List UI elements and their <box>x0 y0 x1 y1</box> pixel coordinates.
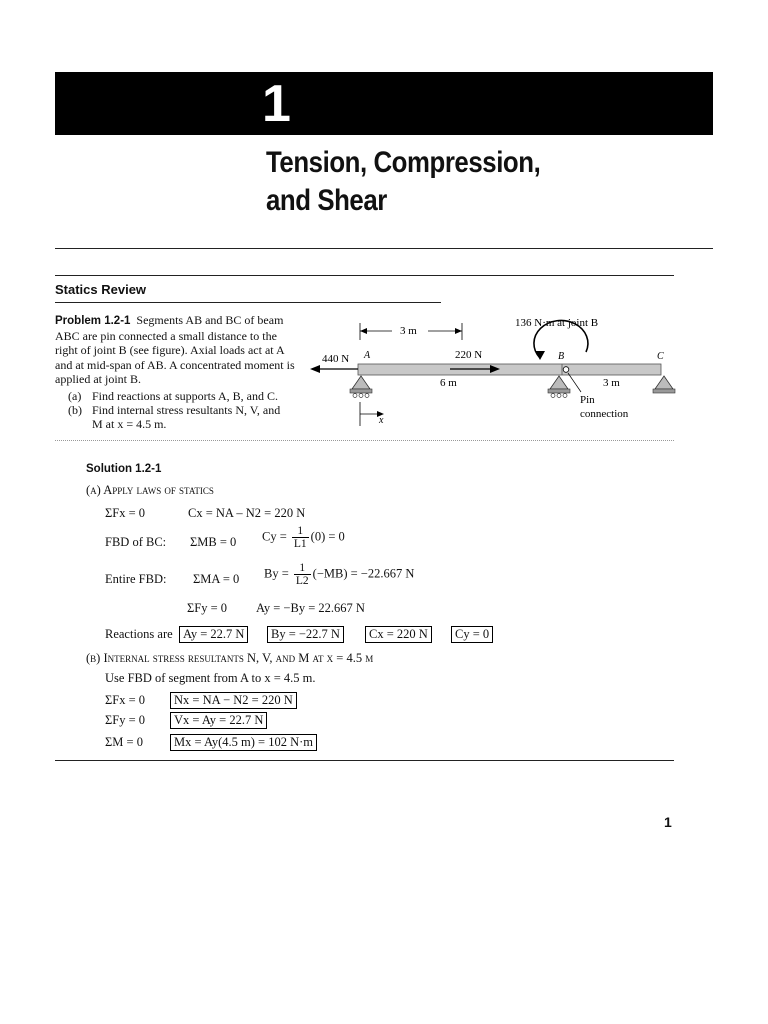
support-b-roller <box>551 394 555 398</box>
support-a-roller <box>353 394 357 398</box>
fy-eq: ΣFy = 0 <box>187 601 228 615</box>
section-top-rule <box>55 275 674 276</box>
chapter-number: 1 <box>262 75 291 133</box>
problem-statement <box>55 313 295 387</box>
by-rest: (−MB) = −22.667 N <box>312 566 415 581</box>
cy-fraction <box>292 525 309 550</box>
reactions-label: Reactions are <box>105 627 173 641</box>
dim-arrow-right <box>455 328 462 334</box>
support-a <box>352 376 370 389</box>
fbd-bc-eq: ΣMB = 0 <box>190 535 237 549</box>
fbd-bc-label: FBD of BC: <box>105 535 167 549</box>
load-a-label: 440 N <box>322 353 350 365</box>
b2-right: Vx = Ay = 22.7 N <box>170 712 267 729</box>
cy-rest: (0) = 0 <box>310 529 345 544</box>
solution-bottom-rule <box>55 760 674 761</box>
pin-label-line1: Pin <box>580 394 595 406</box>
support-c-base <box>653 389 675 393</box>
reaction-cx: Cx = 220 N <box>365 626 432 643</box>
support-a-roller <box>359 394 363 398</box>
problem-label: Problem 1.2-1 <box>55 315 131 327</box>
dim-3m-right: 3 m <box>603 377 620 389</box>
reaction-cy: Cy = 0 <box>451 626 493 643</box>
part-a-heading <box>86 483 214 498</box>
cy-num: 1 <box>292 525 309 538</box>
header-rule <box>55 248 713 249</box>
problem-separator <box>55 440 674 441</box>
pin-icon <box>563 367 569 373</box>
support-b <box>550 376 568 389</box>
problem-item-a-label: (a) <box>68 389 82 403</box>
problem-items <box>70 389 300 431</box>
b2-left: ΣFy = 0 <box>105 713 146 727</box>
eq1-right: Cx = NA – N2 = 220 N <box>188 506 306 520</box>
load-mid-label: 220 N <box>455 349 483 361</box>
problem-item-b-label: (b) <box>68 403 82 417</box>
chapter-title-line2: and Shear <box>266 184 387 217</box>
page-number: 1 <box>664 814 672 830</box>
b3-right: Mx = Ay(4.5 m) = 102 N·m <box>170 734 317 751</box>
problem-item-b-text: Find internal stress resultants N, V, and M at x = 4.5 m. <box>92 403 281 431</box>
entire-fbd-label: Entire FBD: <box>105 572 167 586</box>
problem-item-a-text: Find reactions at supports A, B, and C. <box>92 389 278 403</box>
support-a-base <box>350 389 372 393</box>
by-lhs: By = <box>264 566 289 581</box>
dim-3m-top: 3 m <box>400 325 417 337</box>
label-b: B <box>558 351 565 362</box>
dim-6m: 6 m <box>440 377 457 389</box>
by-num: 1 <box>294 562 311 575</box>
chapter-title <box>266 144 540 220</box>
cy-lhs: Cy = <box>262 529 287 544</box>
pin-label-line2: connection <box>580 408 629 420</box>
problem-item-b <box>70 403 300 431</box>
eq1-left: ΣFx = 0 <box>105 506 146 520</box>
by-equation <box>264 562 414 587</box>
part-b-text: (b) Internal stress resultants N, V, and M at x = 4.5 m <box>86 651 374 665</box>
beam-figure <box>300 310 680 430</box>
b3-left: ΣM = 0 <box>105 735 143 749</box>
solution-heading: Solution 1.2-1 <box>86 463 162 475</box>
b1-right: Nx = NA − N2 = 220 N <box>170 692 297 709</box>
problem-text: Segments AB and BC of beam ABC are pin connected a small distance to the right of joint B (see figure). Axial loads act at A and at mid-span of AB. A concentrated moment is applied at joint B. <box>55 313 295 386</box>
support-b-roller <box>563 394 567 398</box>
dim-arrow-left <box>360 328 367 334</box>
part-a-text: (a) Apply laws of statics <box>86 483 214 497</box>
problem-item-a <box>70 389 300 403</box>
moment-label: 136 N·m at joint B <box>515 317 599 329</box>
cy-den: L1 <box>293 538 307 550</box>
x-label: x <box>379 415 384 426</box>
by-den: L2 <box>295 575 309 587</box>
support-b-roller <box>557 394 561 398</box>
b1-left: ΣFx = 0 <box>105 693 146 707</box>
moment-arrowhead <box>535 351 545 360</box>
by-fraction <box>294 562 311 587</box>
label-c: C <box>657 351 664 362</box>
beam <box>358 364 661 375</box>
ay-eq: Ay = −By = 22.667 N <box>256 601 365 615</box>
part-b-heading <box>86 651 373 666</box>
reaction-ay: Ay = 22.7 N <box>179 626 248 643</box>
chapter-banner <box>55 72 713 135</box>
section-heading: Statics Review <box>55 282 147 297</box>
support-a-roller <box>365 394 369 398</box>
chapter-title-line1: Tension, Compression, <box>266 146 541 179</box>
support-c <box>655 376 673 389</box>
support-b-base <box>548 389 570 393</box>
entire-fbd-eq: ΣMA = 0 <box>193 572 240 586</box>
reaction-by: By = −22.7 N <box>267 626 344 643</box>
section-heading-rule <box>55 302 441 303</box>
cy-equation <box>262 525 345 550</box>
load-a-arrowhead <box>310 365 320 373</box>
use-fbd: Use FBD of segment from A to x = 4.5 m. <box>105 671 316 685</box>
label-a: A <box>364 350 371 361</box>
